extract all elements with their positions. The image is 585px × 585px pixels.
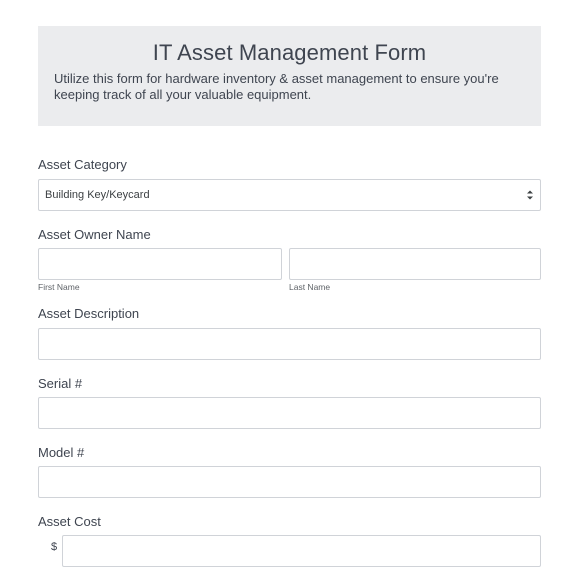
- asset-cost-input[interactable]: [62, 535, 541, 567]
- asset-cost-label: Asset Cost: [38, 514, 101, 529]
- model-label: Model #: [38, 445, 85, 460]
- asset-category-label: Asset Category: [38, 157, 127, 172]
- asset-category-select[interactable]: [38, 179, 541, 211]
- asset-category-selected-value: Building Key/Keycard: [45, 189, 150, 201]
- updown-chevron-icon: [526, 188, 534, 202]
- last-name-input[interactable]: [289, 248, 541, 280]
- model-input[interactable]: [38, 466, 541, 498]
- currency-symbol: $: [51, 541, 58, 553]
- first-name-input[interactable]: [38, 248, 282, 280]
- form-description: Utilize this form for hardware inventory & asset management to ensure you're keeping track of all your valuable equipment.: [54, 71, 499, 102]
- serial-input[interactable]: [38, 397, 541, 429]
- asset-description-label: Asset Description: [38, 306, 140, 321]
- asset-owner-label: Asset Owner Name: [38, 227, 151, 242]
- last-name-sublabel: Last Name: [289, 282, 331, 292]
- first-name-sublabel: First Name: [38, 282, 80, 292]
- form-header: [38, 26, 541, 126]
- asset-description-input[interactable]: [38, 328, 541, 360]
- serial-label: Serial #: [38, 376, 83, 391]
- form-title: IT Asset Management Form: [152, 40, 427, 65]
